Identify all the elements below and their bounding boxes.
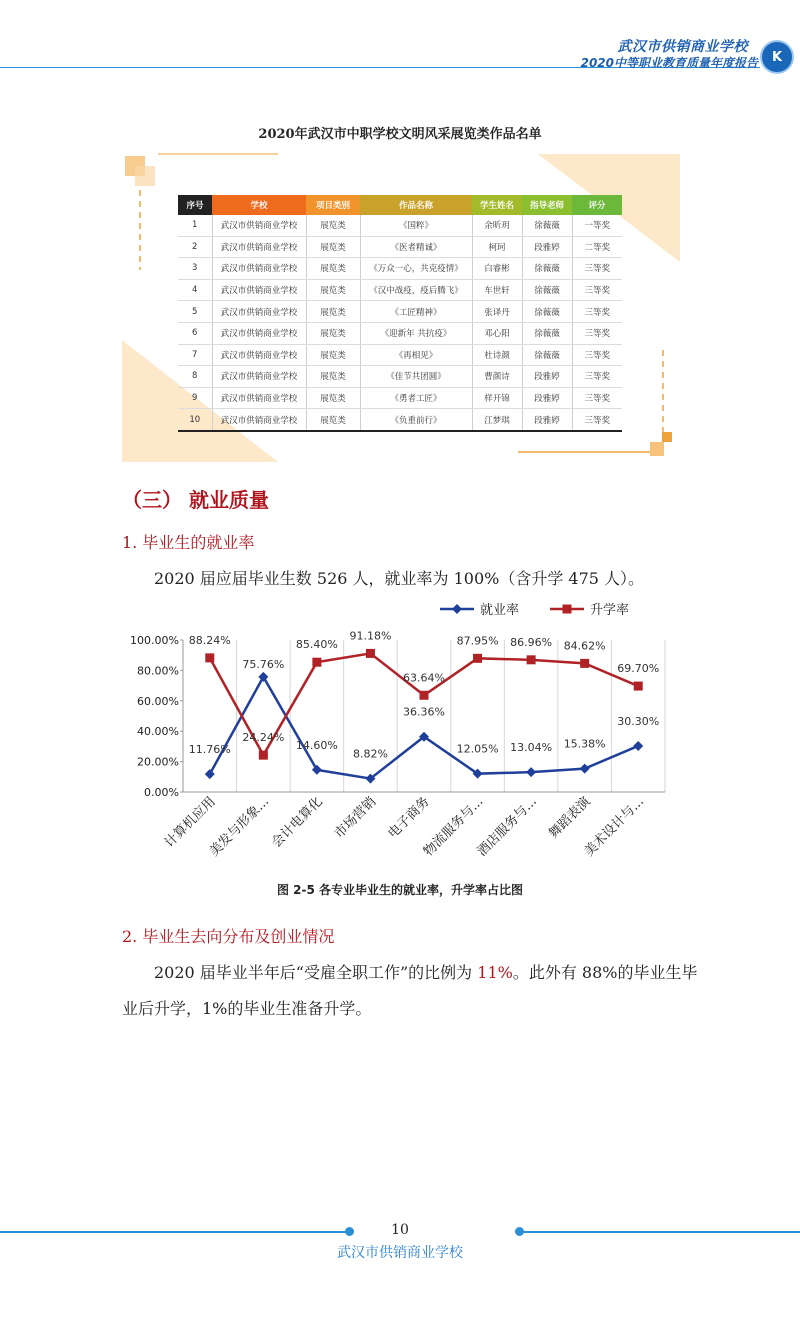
data-label: 11.76% bbox=[188, 743, 231, 757]
data-point-enrollment bbox=[527, 655, 536, 664]
table-header-row bbox=[178, 195, 622, 215]
x-category-label: 酒店服务与... bbox=[474, 794, 540, 860]
table-row bbox=[178, 279, 622, 301]
data-point-employment bbox=[312, 765, 322, 775]
table-cell: 展览类 bbox=[306, 366, 360, 388]
table-cell: 展览类 bbox=[306, 236, 360, 258]
table-cell: 三等奖 bbox=[572, 301, 622, 323]
table-cell: 《汉中战疫，疫后腾飞》 bbox=[360, 279, 472, 301]
table-cell: 徐薇薇 bbox=[522, 279, 572, 301]
table-cell: 三等奖 bbox=[572, 279, 622, 301]
table-header-cell: 作品名称 bbox=[360, 195, 472, 215]
table-cell: 4 bbox=[178, 279, 212, 301]
table-row bbox=[178, 409, 622, 431]
table-cell: 白睿彬 bbox=[472, 258, 522, 280]
paragraph-employment-rate: 2020 届应届毕业生数 526 人，就业率为 100%（含升学 475 人）。 bbox=[154, 569, 645, 588]
table-header-cell: 指导老师 bbox=[522, 195, 572, 215]
y-tick-label: 80.00% bbox=[137, 664, 179, 678]
x-category-label: 市场营销 bbox=[331, 794, 380, 842]
table-caption: 2020年武汉市中职学校文明风采展览类作品名单 bbox=[258, 127, 542, 142]
para2-part-a: 2020 届毕业半年后“受雇全职工作”的比例为 bbox=[154, 963, 478, 982]
table-body bbox=[178, 215, 622, 431]
subsection-title-graduate-destination: 2. 毕业生去向分布及创业情况 bbox=[122, 927, 335, 946]
table-cell: 武汉市供销商业学校 bbox=[212, 409, 306, 431]
table-cell: 江梦琪 bbox=[472, 409, 522, 431]
table-cell: 余昕玥 bbox=[472, 215, 522, 236]
legend-label: 就业率 bbox=[480, 603, 520, 618]
table-cell: 杜诗颜 bbox=[472, 344, 522, 366]
data-point-enrollment bbox=[420, 691, 429, 700]
data-label: 13.04% bbox=[510, 741, 553, 755]
table-cell: 三等奖 bbox=[572, 322, 622, 344]
table-cell: 武汉市供销商业学校 bbox=[212, 236, 306, 258]
employment-chart bbox=[110, 595, 690, 880]
table-cell: 武汉市供销商业学校 bbox=[212, 215, 306, 236]
data-label: 75.76% bbox=[242, 657, 285, 671]
para2-highlight: 11% bbox=[477, 963, 513, 982]
x-category-label: 美发与形象... bbox=[206, 794, 273, 860]
table-cell: 5 bbox=[178, 301, 212, 323]
table-cell: 段雅婷 bbox=[522, 387, 572, 409]
data-point-enrollment bbox=[366, 649, 375, 658]
data-label: 69.70% bbox=[617, 662, 660, 676]
table-cell: 徐薇薇 bbox=[522, 258, 572, 280]
y-tick-label: 0.00% bbox=[144, 786, 179, 799]
x-category-label: 会计电算化 bbox=[269, 794, 326, 851]
table-cell: 武汉市供销商业学校 bbox=[212, 258, 306, 280]
table-cell: 车世轩 bbox=[472, 279, 522, 301]
table-cell: 9 bbox=[178, 387, 212, 409]
table-cell: 《佳节共团圆》 bbox=[360, 366, 472, 388]
data-label: 14.60% bbox=[295, 738, 338, 752]
x-category-label: 舞蹈表演 bbox=[546, 794, 594, 842]
table-cell: 展览类 bbox=[306, 322, 360, 344]
table-row bbox=[178, 322, 622, 344]
table-cell: 段雅婷 bbox=[522, 366, 572, 388]
table-cell: 邓心阳 bbox=[472, 322, 522, 344]
data-point-enrollment bbox=[312, 658, 321, 667]
table-cell: 徐薇薇 bbox=[522, 344, 572, 366]
table-cell: 展览类 bbox=[306, 215, 360, 236]
table-cell: 三等奖 bbox=[572, 387, 622, 409]
table-cell: 武汉市供销商业学校 bbox=[212, 301, 306, 323]
table-cell: 《再相见》 bbox=[360, 344, 472, 366]
table-cell: 徐薇薇 bbox=[522, 301, 572, 323]
table-cell: 《勇者工匠》 bbox=[360, 387, 472, 409]
section-title-employment-quality: （三） 就业质量 bbox=[122, 488, 269, 512]
table-cell: 1 bbox=[178, 215, 212, 236]
y-tick-label: 100.00% bbox=[130, 634, 179, 647]
y-tick-label: 40.00% bbox=[137, 725, 179, 739]
table-cell: 三等奖 bbox=[572, 258, 622, 280]
table-cell: 武汉市供销商业学校 bbox=[212, 387, 306, 409]
table-cell: 二等奖 bbox=[572, 236, 622, 258]
header-report-title: 2020中等职业教育质量年度报告 bbox=[580, 56, 758, 70]
paragraph-destination-line1 bbox=[154, 960, 697, 983]
table-row bbox=[178, 258, 622, 280]
table-cell: 柯珂 bbox=[472, 236, 522, 258]
table-cell: 武汉市供销商业学校 bbox=[212, 344, 306, 366]
table-cell: 展览类 bbox=[306, 279, 360, 301]
table-cell: 《医者精诚》 bbox=[360, 236, 472, 258]
x-category-label: 计算机应用 bbox=[162, 794, 219, 851]
x-category-label: 物流服务与... bbox=[421, 794, 487, 860]
data-label: 87.95% bbox=[456, 634, 499, 648]
header-rule bbox=[0, 67, 590, 68]
data-point-enrollment bbox=[259, 751, 268, 760]
data-label: 12.05% bbox=[456, 742, 499, 756]
table-header-cell: 学校 bbox=[212, 195, 306, 215]
table-row bbox=[178, 344, 622, 366]
table-cell: 徐薇薇 bbox=[522, 215, 572, 236]
footer-school-name: 武汉市供销商业学校 bbox=[337, 1245, 463, 1261]
data-point-employment bbox=[526, 767, 536, 777]
legend-label: 升学率 bbox=[590, 603, 630, 618]
table-cell: 一等奖 bbox=[572, 215, 622, 236]
x-category-label: 电子商务 bbox=[385, 794, 433, 842]
table-cell: 8 bbox=[178, 366, 212, 388]
table-header-cell: 项目类别 bbox=[306, 195, 360, 215]
table-row bbox=[178, 236, 622, 258]
table-row bbox=[178, 301, 622, 323]
figure-caption: 图 2-5 各专业毕业生的就业率，升学率占比图 bbox=[276, 883, 524, 897]
table-cell: 《国粹》 bbox=[360, 215, 472, 236]
table-header-cell: 学生姓名 bbox=[472, 195, 522, 215]
y-tick-label: 60.00% bbox=[137, 694, 179, 708]
data-label: 86.96% bbox=[510, 635, 553, 649]
table-cell: 《迎新年 共抗疫》 bbox=[360, 322, 472, 344]
paragraph-destination-line2: 业后升学，1%的毕业生准备升学。 bbox=[122, 999, 372, 1018]
subsection-title-employment-rate: 1. 毕业生的就业率 bbox=[122, 533, 255, 552]
table-cell: 《工匠精神》 bbox=[360, 301, 472, 323]
data-point-enrollment bbox=[205, 653, 214, 662]
data-label: 88.24% bbox=[188, 633, 231, 647]
table-cell: 3 bbox=[178, 258, 212, 280]
table-cell: 展览类 bbox=[306, 301, 360, 323]
awards-table bbox=[178, 195, 622, 432]
table-cell: 武汉市供销商业学校 bbox=[212, 366, 306, 388]
data-label: 84.62% bbox=[563, 639, 606, 653]
table-row bbox=[178, 215, 622, 236]
table-cell: 展览类 bbox=[306, 344, 360, 366]
table-cell: 三等奖 bbox=[572, 344, 622, 366]
table-cell: 7 bbox=[178, 344, 212, 366]
table-cell: 样开锦 bbox=[472, 387, 522, 409]
data-label: 63.64% bbox=[403, 671, 445, 685]
data-label: 30.30% bbox=[617, 714, 660, 728]
data-point-employment bbox=[580, 764, 590, 774]
legend-marker-square bbox=[563, 605, 572, 614]
page-number: 10 bbox=[391, 1222, 409, 1238]
table-cell: 武汉市供销商业学校 bbox=[212, 322, 306, 344]
table-cell: 三等奖 bbox=[572, 366, 622, 388]
data-point-enrollment bbox=[473, 654, 482, 663]
school-logo bbox=[760, 40, 794, 74]
table-cell: 张译丹 bbox=[472, 301, 522, 323]
table-cell: 段雅婷 bbox=[522, 236, 572, 258]
logo-letter: K bbox=[771, 49, 783, 65]
data-point-employment bbox=[258, 672, 268, 682]
para2-part-c: 。此外有 88%的毕业生毕 bbox=[512, 963, 698, 982]
table-cell: 曹颜诗 bbox=[472, 366, 522, 388]
data-label: 85.40% bbox=[295, 638, 338, 652]
table-cell: 三等奖 bbox=[572, 409, 622, 431]
table-cell: 武汉市供销商业学校 bbox=[212, 279, 306, 301]
table-cell: 徐薇薇 bbox=[522, 322, 572, 344]
table-cell: 10 bbox=[178, 409, 212, 431]
data-point-employment bbox=[633, 741, 643, 751]
table-cell: 展览类 bbox=[306, 387, 360, 409]
x-category-label: 美术设计与... bbox=[581, 794, 648, 860]
header-school-name: 武汉市供销商业学校 bbox=[617, 39, 748, 55]
table-cell: 展览类 bbox=[306, 258, 360, 280]
table-row bbox=[178, 366, 622, 388]
table-cell: 《万众一心，共克疫情》 bbox=[360, 258, 472, 280]
table-header-cell: 序号 bbox=[178, 195, 212, 215]
data-label: 36.36% bbox=[403, 705, 445, 719]
data-point-enrollment bbox=[580, 659, 589, 668]
table-row bbox=[178, 387, 622, 409]
legend-marker-diamond bbox=[452, 604, 462, 614]
data-label: 91.18% bbox=[349, 629, 392, 643]
y-tick-label: 20.00% bbox=[137, 755, 179, 769]
data-label: 15.38% bbox=[563, 737, 606, 751]
data-point-enrollment bbox=[634, 682, 643, 691]
table-cell: 《负重前行》 bbox=[360, 409, 472, 431]
table-cell: 2 bbox=[178, 236, 212, 258]
data-point-employment bbox=[205, 769, 215, 779]
data-label: 8.82% bbox=[352, 747, 388, 761]
data-label: 24.24% bbox=[242, 731, 285, 745]
table-header-cell: 评分 bbox=[572, 195, 622, 215]
table-cell: 段雅婷 bbox=[522, 409, 572, 431]
table-cell: 展览类 bbox=[306, 409, 360, 431]
table-cell: 6 bbox=[178, 322, 212, 344]
